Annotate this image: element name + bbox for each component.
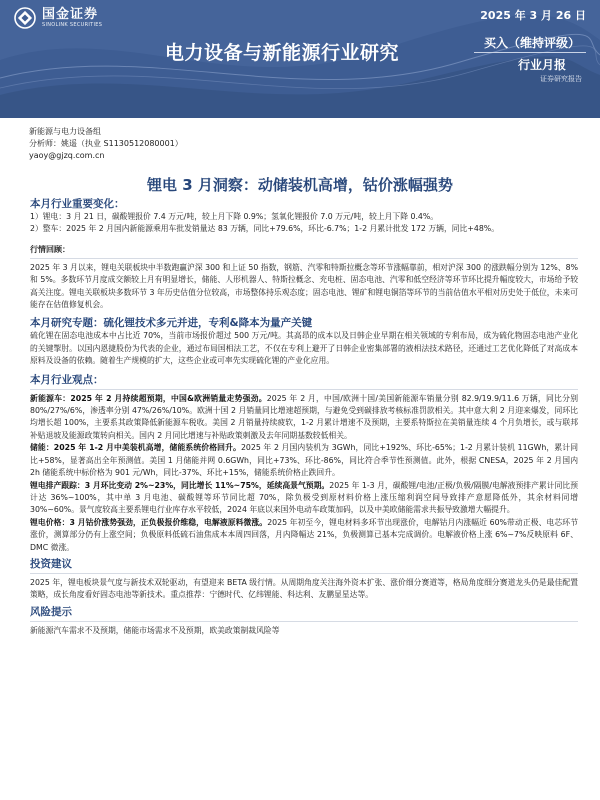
view-paragraph-ev — [30, 393, 578, 443]
divider — [30, 258, 578, 259]
logo-english-name: SINOLINK SECURITIES — [42, 21, 103, 28]
divider — [30, 573, 578, 574]
header-banner — [0, 0, 600, 118]
analyst-email[interactable]: yaoy@gjzq.com.cn — [29, 151, 105, 160]
report-date: 2025 年 3 月 26 日 — [480, 9, 586, 22]
view-price-summary: 锂电价格：3 月钴价涨势强劲，正负极报价维稳，电解液原料微涨。 — [30, 517, 268, 527]
change-item-vehicle: 2）整车：2025 年 2 月国内新能源乘用车批发销量达 83 万辆，同比+79.6%，环比-6.7%；1-2 月累计批发 172 万辆，同比+48%。 — [30, 224, 499, 234]
section-heading-risk: 风险提示 — [30, 605, 72, 618]
section-heading-review: 行情回顾： — [30, 244, 70, 254]
report-title: 锂电 3 月洞察：动储装机高增，钴价涨幅强势 — [147, 176, 453, 194]
research-group: 新能源与电力设备组 — [29, 127, 101, 136]
rating-divider — [474, 52, 586, 53]
review-text: 2025 年 3 月以来，锂电关联板块中半数跑赢沪深 300 和上证 50 指数，钢筋、汽零和特斯拉概念等环节涨幅靠前，相对沪深 300 的涨跌幅分别为 12%、8%和 5%。多数环节月度成交额较上月有明显增长，储能、人形机器人、特斯拉概念、充电桩、固态电池、汽零和低空经济等环节环比提升幅度较大，市场给予较高关注度。锂电关联板块多数环节 3 年历史估值分位较高，市场整体持乐观态度；固态电池、锂矿和锂电铜箔等环节的当前估值水平相对历史处于低位，未来可能存在估值修复机会。 — [30, 262, 578, 310]
view-storage-summary: 储能：2025 年 1-2 月中美装机高增，储能系统价格回升。 — [30, 443, 241, 453]
company-logo — [14, 7, 102, 29]
section-heading-topic: 本月研究专题：硫化锂技术多元并进，专利&降本为量产关键 — [30, 317, 313, 330]
view-ev-summary: 新能源车：2025 年 2 月持续超预期，中国&欧洲销量走势强劲。 — [30, 393, 267, 403]
section-heading-views: 本月行业观点： — [30, 373, 104, 386]
rating-label: 买入（维持评级） — [484, 36, 581, 50]
risk-text: 新能源汽车需求不及预期，储能市场需求不及预期，欧美政策制裁风险等 — [30, 625, 280, 635]
view-paragraph-storage — [30, 442, 578, 479]
view-paragraph-production — [30, 480, 578, 517]
divider — [30, 389, 578, 390]
view-ev-text: 2025 年 2 月，中国/欧洲十国/美国新能源车销量分别 82.9/19.9/11.6 万辆，同比分别 80%/27%/6%，渗透率分别 47%/26%/10%。欧洲十国 2 月销量同比增速超预期，与避免受到碳排放考核标准罚款相关。其中意大利 2 月迎来爆发，同环比均增长超 100%，主要系其政策降低新能源车税收。美国 2 月销量持续疲软，1-2 月累计增速不及预期，主要系特斯拉在美销量连续 4 个月负增长，或与联邦补贴退坡及能源政策转向相关。国内 2 月同比增速与补贴政策刺激及去年同期基数较低相关。 — [30, 393, 578, 440]
section-heading-strategy: 投资建议 — [30, 557, 72, 570]
author-info — [29, 126, 183, 162]
logo-chinese-name: 国金证券 — [42, 6, 99, 22]
report-subtype: 证券研究报告 — [540, 75, 582, 83]
view-production-summary: 锂电排产跟踪：3 月环比变动 2%~23%，同比增长 11%~75%，延续高景气预期。 — [30, 480, 330, 490]
topic-text: 硫化锂在固态电池成本中占比近 70%，当前市场报价超过 500 万元/吨。其高昂的成本以及日韩企业早期在相关领域的专利布局，成为硫化物固态电池产业化的关键掣肘。以国内恩捷股份为代表的企业，通过布局国相法工艺，不仅在专利上避开了日韩企业密集部署的液相法技术路径，还通过工艺优化降低了对高成本原料及设备的依赖。随着生产规模的扩大，这些企业或可率先实现硫化锂的产业化应用。 — [30, 331, 578, 366]
view-production-text: 2025 年 1-3 月，碳酸锂/电池/正极/负极/隔膜/电解液预排产累计同比预计达 36%~100%，其中单 3 月电池、碳酸锂等环节同比超 70%，除负极受到原材料价格上涨压缩利润空间导致排产意愿降低外，其余材料同增 30%~60%。景气度较高主要系锂电行业库存水平较低，2024 年底以来国外电动车政策加码，以及中美欧储能需求共振导致激增大幅提升。 — [30, 480, 578, 515]
industry-title: 电力设备与新能源行业研究 — [165, 42, 400, 64]
logo-emblem-icon — [14, 7, 36, 29]
report-type: 行业月报 — [518, 58, 567, 72]
strategy-text: 2025 年，锂电板块景气度与新技术双轮驱动，有望迎来 BETA 级行情。从周期角度关注海外资本扩张、涨价细分赛道等，格局角度细分赛道龙头仍是最佳配置策略，成长角度看好固态电池等新技术。重点推荐：宁德时代、亿纬锂能、科达利、友鹏显星达等。 — [30, 577, 578, 600]
divider — [30, 621, 578, 622]
change-item-lithium: 1）锂电：3 月 21 日，碳酸锂报价 7.4 万元/吨，较上月下降 0.9%；氢氧化锂报价 7.0 万元/吨，较上月下降 0.4%。 — [30, 212, 439, 221]
view-paragraph-price — [30, 517, 578, 554]
report-body — [30, 198, 578, 637]
view-price-text: 2025 年初至今，锂电材料多环节出现涨价，电解钴月内涨幅近 60%带动正极、电芯环节涨价，测算部分仍有上涨空间；负极原料低硫石油焦成本本周四回落，月内降幅达 21%，负极测算已基本完成调价。电解液价格上涨 6%~7%反映原料 6F、DMC 微涨。 — [30, 517, 578, 552]
view-storage-text: 2025 年 2 月国内装机为 3GWh，同比+192%、环比-65%；1-2 月累计装机 11GWh，累计同比+58%，显著高出全年预测值。美国 1 月储能并网 0.6GWh，同比+73%、环比-86%，同比符合季节性预测值。此外，根据 CNESA，2025 年 2 月国内 2h 储能系统中标价格为 901 元/Wh，同比-37%、环比+15%，储能系统价格止跌回升。 — [30, 443, 578, 478]
analyst-name: 分析师：姚遥（执业 S1130512080001） — [29, 139, 183, 148]
section-heading-changes: 本月行业重要变化： — [30, 198, 125, 210]
